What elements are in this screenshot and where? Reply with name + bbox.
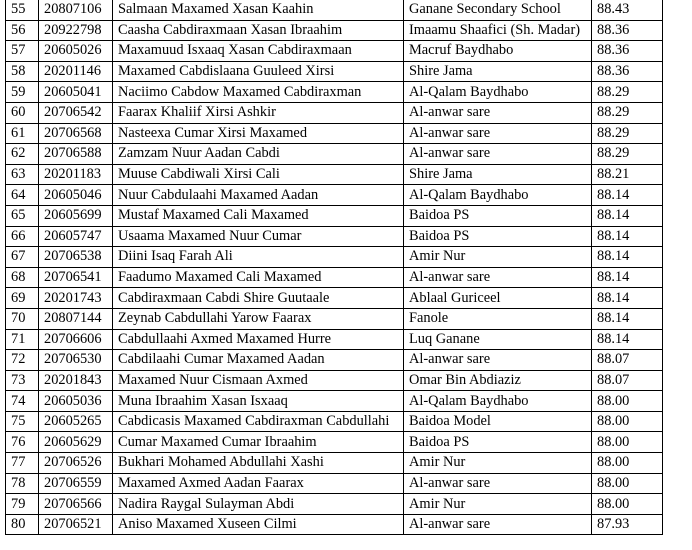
student-name-cell: Cumar Maxamed Cumar Ibraahim (113, 432, 404, 453)
school-cell: Baidoa PS (404, 432, 592, 453)
score-cell: 88.21 (592, 164, 663, 185)
score-cell: 88.29 (592, 144, 663, 165)
rank-cell: 57 (6, 41, 39, 62)
rank-cell: 68 (6, 267, 39, 288)
rank-cell: 55 (6, 0, 39, 20)
school-cell: Imaamu Shaafici (Sh. Madar) (404, 20, 592, 41)
results-sheet (5, 0, 663, 535)
rank-cell: 73 (6, 370, 39, 391)
school-cell: Luq Ganane (404, 329, 592, 350)
student-id-cell: 20706542 (39, 102, 113, 123)
table-row (6, 473, 663, 494)
score-cell: 88.07 (592, 350, 663, 371)
rank-cell: 74 (6, 391, 39, 412)
school-cell: Amir Nur (404, 453, 592, 474)
score-cell: 87.93 (592, 514, 663, 535)
student-name-cell: Muna Ibraahim Xasan Isxaaq (113, 391, 404, 412)
school-cell: Amir Nur (404, 247, 592, 268)
student-id-cell: 20706588 (39, 144, 113, 165)
student-name-cell: Salmaan Maxamed Xasan Kaahin (113, 0, 404, 20)
school-cell: Shire Jama (404, 61, 592, 82)
rank-cell: 58 (6, 61, 39, 82)
student-name-cell: Usaama Maxamed Nuur Cumar (113, 226, 404, 247)
student-name-cell: Cabdicasis Maxamed Cabdiraxman Cabdullahi (113, 411, 404, 432)
school-cell: Fanole (404, 308, 592, 329)
student-name-cell: Muuse Cabdiwali Xirsi Cali (113, 164, 404, 185)
student-name-cell: Nadira Raygal Sulayman Abdi (113, 494, 404, 515)
score-cell: 88.00 (592, 473, 663, 494)
score-cell: 88.07 (592, 370, 663, 391)
table-row (6, 20, 663, 41)
student-id-cell: 20706530 (39, 350, 113, 371)
score-cell: 88.14 (592, 308, 663, 329)
student-id-cell: 20605036 (39, 391, 113, 412)
student-name-cell: Faadumo Maxamed Cali Maxamed (113, 267, 404, 288)
student-id-cell: 20807106 (39, 0, 113, 20)
school-cell: Baidoa Model (404, 411, 592, 432)
score-cell: 88.00 (592, 494, 663, 515)
rank-cell: 67 (6, 247, 39, 268)
score-cell: 88.14 (592, 185, 663, 206)
school-cell: Macruf Baydhabo (404, 41, 592, 62)
rank-cell: 59 (6, 82, 39, 103)
table-row (6, 494, 663, 515)
student-name-cell: Zeynab Cabdullahi Yarow Faarax (113, 308, 404, 329)
table-row (6, 350, 663, 371)
score-cell: 88.36 (592, 41, 663, 62)
student-id-cell: 20201183 (39, 164, 113, 185)
score-cell: 88.14 (592, 329, 663, 350)
table-row (6, 82, 663, 103)
table-row (6, 102, 663, 123)
score-cell: 88.29 (592, 102, 663, 123)
student-id-cell: 20605046 (39, 185, 113, 206)
student-name-cell: Cabdiraxmaan Cabdi Shire Guutaale (113, 288, 404, 309)
school-cell: Al-Qalam Baydhabo (404, 391, 592, 412)
student-name-cell: Faarax Khaliif Xirsi Ashkir (113, 102, 404, 123)
student-id-cell: 20706526 (39, 453, 113, 474)
rank-cell: 64 (6, 185, 39, 206)
table-row (6, 514, 663, 535)
student-id-cell: 20605699 (39, 205, 113, 226)
score-cell: 88.00 (592, 411, 663, 432)
score-cell: 88.14 (592, 288, 663, 309)
table-row (6, 226, 663, 247)
student-name-cell: Maxamed Cabdislaana Guuleed Xirsi (113, 61, 404, 82)
student-name-cell: Cabdilaahi Cumar Maxamed Aadan (113, 350, 404, 371)
rank-cell: 65 (6, 205, 39, 226)
school-cell: Al-anwar sare (404, 144, 592, 165)
score-cell: 88.00 (592, 453, 663, 474)
table-row (6, 411, 663, 432)
table-row (6, 164, 663, 185)
rank-cell: 80 (6, 514, 39, 535)
student-id-cell: 20201743 (39, 288, 113, 309)
school-cell: Baidoa PS (404, 205, 592, 226)
table-row (6, 329, 663, 350)
student-name-cell: Diini Isaq Farah Ali (113, 247, 404, 268)
student-name-cell: Cabdullaahi Axmed Maxamed Hurre (113, 329, 404, 350)
student-id-cell: 20706538 (39, 247, 113, 268)
score-cell: 88.43 (592, 0, 663, 20)
student-id-cell: 20605041 (39, 82, 113, 103)
rank-cell: 61 (6, 123, 39, 144)
table-row (6, 247, 663, 268)
rank-cell: 76 (6, 432, 39, 453)
rank-cell: 63 (6, 164, 39, 185)
table-row (6, 61, 663, 82)
student-id-cell: 20706521 (39, 514, 113, 535)
school-cell: Al-Qalam Baydhabo (404, 185, 592, 206)
rank-cell: 75 (6, 411, 39, 432)
student-name-cell: Bukhari Mohamed Abdullahi Xashi (113, 453, 404, 474)
score-cell: 88.14 (592, 267, 663, 288)
school-cell: Al-anwar sare (404, 350, 592, 371)
table-row (6, 267, 663, 288)
score-cell: 88.14 (592, 226, 663, 247)
score-cell: 88.36 (592, 61, 663, 82)
table-row (6, 370, 663, 391)
student-name-cell: Caasha Cabdiraxmaan Xasan Ibraahim (113, 20, 404, 41)
school-cell: Omar Bin Abdiaziz (404, 370, 592, 391)
results-table-body (6, 0, 663, 535)
rank-cell: 66 (6, 226, 39, 247)
rank-cell: 60 (6, 102, 39, 123)
school-cell: Amir Nur (404, 494, 592, 515)
results-table (5, 0, 663, 535)
student-id-cell: 20706568 (39, 123, 113, 144)
student-name-cell: Nuur Cabdulaahi Maxamed Aadan (113, 185, 404, 206)
table-row (6, 123, 663, 144)
score-cell: 88.29 (592, 82, 663, 103)
score-cell: 88.36 (592, 20, 663, 41)
school-cell: Al-anwar sare (404, 267, 592, 288)
student-id-cell: 20605026 (39, 41, 113, 62)
table-row (6, 205, 663, 226)
table-row (6, 144, 663, 165)
student-id-cell: 20807144 (39, 308, 113, 329)
student-id-cell: 20706541 (39, 267, 113, 288)
rank-cell: 79 (6, 494, 39, 515)
table-row (6, 453, 663, 474)
rank-cell: 77 (6, 453, 39, 474)
rank-cell: 72 (6, 350, 39, 371)
table-row (6, 391, 663, 412)
student-name-cell: Nasteexa Cumar Xirsi Maxamed (113, 123, 404, 144)
rank-cell: 70 (6, 308, 39, 329)
score-cell: 88.00 (592, 391, 663, 412)
school-cell: Al-anwar sare (404, 102, 592, 123)
school-cell: Shire Jama (404, 164, 592, 185)
student-name-cell: Maxamed Axmed Aadan Faarax (113, 473, 404, 494)
table-row (6, 288, 663, 309)
student-id-cell: 20706606 (39, 329, 113, 350)
student-name-cell: Aniso Maxamed Xuseen Cilmi (113, 514, 404, 535)
student-name-cell: Mustaf Maxamed Cali Maxamed (113, 205, 404, 226)
student-name-cell: Maxamed Nuur Cismaan Axmed (113, 370, 404, 391)
student-id-cell: 20706566 (39, 494, 113, 515)
student-id-cell: 20706559 (39, 473, 113, 494)
school-cell: Al-anwar sare (404, 473, 592, 494)
rank-cell: 71 (6, 329, 39, 350)
school-cell: Al-Qalam Baydhabo (404, 82, 592, 103)
school-cell: Baidoa PS (404, 226, 592, 247)
score-cell: 88.00 (592, 432, 663, 453)
student-name-cell: Zamzam Nuur Aadan Cabdi (113, 144, 404, 165)
student-id-cell: 20201843 (39, 370, 113, 391)
score-cell: 88.29 (592, 123, 663, 144)
table-row (6, 308, 663, 329)
student-id-cell: 20605629 (39, 432, 113, 453)
school-cell: Ganane Secondary School (404, 0, 592, 20)
rank-cell: 56 (6, 20, 39, 41)
school-cell: Al-anwar sare (404, 123, 592, 144)
table-row (6, 41, 663, 62)
student-id-cell: 20922798 (39, 20, 113, 41)
score-cell: 88.14 (592, 205, 663, 226)
table-row (6, 185, 663, 206)
student-id-cell: 20605747 (39, 226, 113, 247)
school-cell: Al-anwar sare (404, 514, 592, 535)
table-row (6, 432, 663, 453)
rank-cell: 69 (6, 288, 39, 309)
rank-cell: 62 (6, 144, 39, 165)
student-name-cell: Naciimo Cabdow Maxamed Cabdiraxman (113, 82, 404, 103)
rank-cell: 78 (6, 473, 39, 494)
table-row (6, 0, 663, 20)
student-name-cell: Maxamuud Isxaaq Xasan Cabdiraxmaan (113, 41, 404, 62)
student-id-cell: 20605265 (39, 411, 113, 432)
score-cell: 88.14 (592, 247, 663, 268)
student-id-cell: 20201146 (39, 61, 113, 82)
school-cell: Ablaal Guriceel (404, 288, 592, 309)
